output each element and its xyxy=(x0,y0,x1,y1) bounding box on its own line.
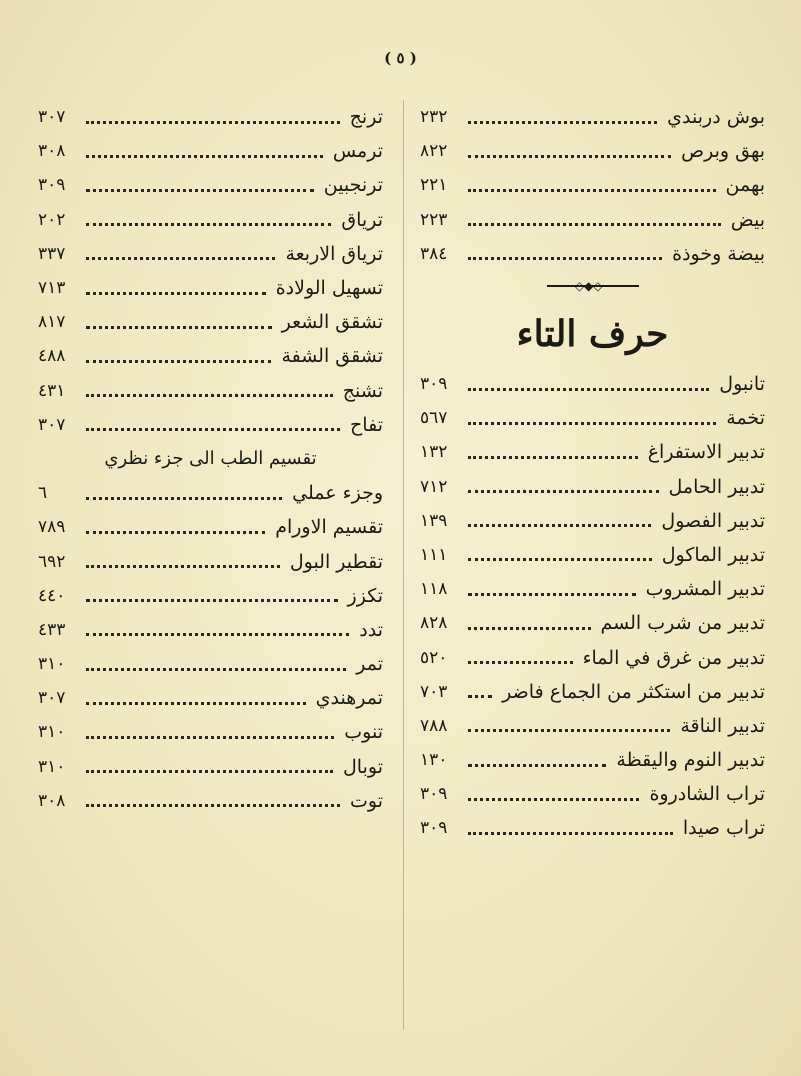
entry-term: تقطير البول xyxy=(289,550,383,573)
dot-leader xyxy=(468,575,636,596)
entry-page-number: ٢٠٢ xyxy=(38,209,66,230)
entry-term: تسهيل الولادة xyxy=(275,277,383,300)
entry-term: بوش دربندي xyxy=(667,106,765,129)
index-note-line xyxy=(38,442,383,476)
index-entry xyxy=(38,305,383,339)
dot-leader xyxy=(468,239,662,260)
page-number: ( ٥ ) xyxy=(384,49,417,67)
entry-page-number: ١١١ xyxy=(420,544,448,565)
dot-leader xyxy=(468,609,591,630)
dot-leader xyxy=(468,540,652,561)
index-entry xyxy=(420,367,765,401)
index-entry xyxy=(38,134,383,168)
dot-leader xyxy=(468,137,671,158)
index-entry xyxy=(420,504,765,538)
index-column-left xyxy=(38,100,383,818)
index-entry xyxy=(38,374,383,408)
entries-left-first xyxy=(38,100,383,442)
page-header xyxy=(0,40,801,69)
entry-page-number: ١٣٩ xyxy=(420,510,448,531)
dot-leader xyxy=(468,780,639,801)
index-entry xyxy=(38,271,383,305)
entry-term: ترنج xyxy=(349,106,383,129)
entry-term: تدبير الفصول xyxy=(661,509,765,532)
section-heading-ta: حرف التاء xyxy=(516,312,669,355)
entry-page-number: ٨١٧ xyxy=(38,312,66,333)
dot-leader xyxy=(468,711,670,732)
entry-page-number: ٣٠٨ xyxy=(38,790,66,811)
dot-leader xyxy=(468,404,716,425)
ornament-line xyxy=(547,278,639,293)
entry-term: تدبير الماكول xyxy=(661,543,765,566)
entry-term: ترياق xyxy=(341,208,383,231)
entry-term: تشقق الشفة xyxy=(281,345,383,368)
entry-page-number: ٣٨٤ xyxy=(420,243,448,264)
index-entry xyxy=(38,681,383,715)
entry-page-number: ٣١٠ xyxy=(38,654,66,675)
index-entry xyxy=(420,675,765,709)
index-entry xyxy=(420,743,765,777)
entry-term: تقسيم الاورام xyxy=(275,516,383,539)
dot-leader xyxy=(86,376,333,397)
entry-page-number: ٨٢٢ xyxy=(420,141,448,162)
entry-term: توت xyxy=(350,789,383,812)
dot-leader xyxy=(86,137,323,158)
entry-term: تنوب xyxy=(344,721,383,744)
index-entry xyxy=(420,401,765,435)
index-entry xyxy=(420,168,765,202)
dot-leader xyxy=(468,472,659,493)
entry-page-number: ٣١٠ xyxy=(38,756,66,777)
index-entry xyxy=(38,510,383,544)
entry-page-number: ٦ xyxy=(38,483,48,504)
entry-page-number: ٣٠٧ xyxy=(38,414,66,435)
entry-page-number: ٥٢٠ xyxy=(420,647,448,668)
entry-term: تفاح xyxy=(350,413,383,436)
entries-ta-section xyxy=(420,367,765,846)
index-entry xyxy=(38,237,383,271)
entry-page-number: ٣٠٩ xyxy=(420,374,448,395)
index-entry xyxy=(38,476,383,510)
entry-page-number: ٧٠٣ xyxy=(420,681,448,702)
entry-page-number: ٢٣٢ xyxy=(420,107,448,128)
entry-term: تدبير من شرب السم xyxy=(600,612,765,635)
entry-page-number: ٥٦٧ xyxy=(420,408,448,429)
entry-page-number: ٣٠٩ xyxy=(420,818,448,839)
entry-page-number: ٤٣٣ xyxy=(38,619,66,640)
entry-page-number: ٣٠٩ xyxy=(420,784,448,805)
index-entry xyxy=(38,100,383,134)
dot-leader xyxy=(468,438,638,459)
dot-leader xyxy=(86,171,314,192)
dot-leader xyxy=(86,342,271,363)
entry-page-number: ٣٠٩ xyxy=(38,175,66,196)
index-entry xyxy=(420,811,765,845)
entry-page-number: ٦٩٢ xyxy=(38,551,66,572)
index-entry xyxy=(420,100,765,134)
dot-leader xyxy=(86,547,280,568)
dot-leader xyxy=(468,171,716,192)
dot-leader xyxy=(86,479,282,500)
index-entry xyxy=(38,613,383,647)
dot-leader xyxy=(86,615,349,636)
dot-leader xyxy=(468,746,606,767)
dot-leader xyxy=(468,103,657,124)
entry-page-number: ١٣٢ xyxy=(420,442,448,463)
dot-leader xyxy=(86,239,275,260)
entry-term: ترياق الاربعة xyxy=(285,242,383,265)
entry-term: تدبير من غرق في الماء xyxy=(582,646,765,669)
dot-leader xyxy=(86,718,334,739)
entry-page-number: ٤٤٠ xyxy=(38,585,66,606)
dot-leader xyxy=(86,752,333,773)
dot-leader xyxy=(468,677,492,698)
dot-leader xyxy=(468,506,651,527)
entry-term: تشقق الشعر xyxy=(281,311,383,334)
entry-term: ترنجبين xyxy=(323,174,383,197)
dot-leader xyxy=(86,786,340,807)
entry-page-number: ٢٢٣ xyxy=(420,209,448,230)
dot-leader xyxy=(86,581,338,602)
entry-page-number: ٨٢٨ xyxy=(420,613,448,634)
index-entry xyxy=(420,203,765,237)
entry-term: تمرهندي xyxy=(315,687,383,710)
entry-page-number: ٢٢١ xyxy=(420,175,448,196)
dot-leader xyxy=(468,370,709,391)
entry-term: تشنج xyxy=(342,379,383,402)
index-entry xyxy=(38,168,383,202)
dot-leader xyxy=(86,684,306,705)
entry-term: بهمن xyxy=(725,174,765,197)
entry-page-number: ٧١٣ xyxy=(38,278,66,299)
entry-term: ترمس xyxy=(332,140,383,163)
entry-term: تمر xyxy=(356,653,383,676)
entry-page-number: ١١٨ xyxy=(420,579,448,600)
index-entry xyxy=(420,538,765,572)
dot-leader xyxy=(468,205,721,226)
entry-term: تخمة xyxy=(726,407,765,430)
index-entry xyxy=(38,784,383,818)
dot-leader xyxy=(86,103,340,124)
index-entry xyxy=(38,339,383,373)
dot-leader xyxy=(86,205,331,226)
entry-page-number: ٤٣١ xyxy=(38,380,66,401)
index-entry xyxy=(420,606,765,640)
entry-page-number: ٣١٠ xyxy=(38,722,66,743)
entry-page-number: ٣٠٨ xyxy=(38,141,66,162)
entry-term: تدبير الاستفراغ xyxy=(647,441,765,464)
entry-term: بيضة وخوذة xyxy=(672,242,765,265)
index-entry xyxy=(420,237,765,271)
index-entry xyxy=(420,777,765,811)
dot-leader xyxy=(86,308,272,329)
index-entry xyxy=(420,640,765,674)
index-column-right xyxy=(420,100,765,846)
entry-term: تدبير من استكثر من الجماع فاضر xyxy=(502,680,765,703)
index-entry xyxy=(420,470,765,504)
entry-term: وجزء عملي xyxy=(292,482,383,505)
index-entry xyxy=(38,647,383,681)
entry-page-number: ٣٠٧ xyxy=(38,107,66,128)
index-entry xyxy=(38,750,383,784)
entry-page-number: ٣٣٧ xyxy=(38,243,66,264)
dot-leader xyxy=(468,814,673,835)
index-entry xyxy=(420,435,765,469)
entry-page-number: ٧١٢ xyxy=(420,476,448,497)
index-entry xyxy=(38,203,383,237)
index-entry xyxy=(420,572,765,606)
column-divider xyxy=(403,100,404,1030)
index-entry xyxy=(38,715,383,749)
entry-term: توبال xyxy=(343,755,383,778)
entry-page-number: ٣٠٧ xyxy=(38,688,66,709)
index-entry xyxy=(420,709,765,743)
entry-term: تراب صيدا xyxy=(682,817,765,840)
entry-term: تدبير المشروب xyxy=(645,578,765,601)
entry-term: تدد xyxy=(359,618,383,641)
index-entry xyxy=(38,579,383,613)
entry-term: تدبير الحامل xyxy=(668,475,765,498)
dot-leader xyxy=(86,513,265,534)
index-entry xyxy=(38,544,383,578)
entry-term: تكزز xyxy=(347,584,383,607)
entry-term: بهق وبرص xyxy=(681,140,765,163)
entry-term: تدبير النوم واليقظة xyxy=(616,749,765,772)
index-entry xyxy=(38,408,383,442)
section-ornament xyxy=(420,271,765,301)
entry-page-number: ١٣٠ xyxy=(420,750,448,771)
dot-leader xyxy=(86,410,340,431)
ornament-glyph: ◇◆◇ xyxy=(574,278,603,293)
note-term: تقسيم الطب الى جزء نظري xyxy=(104,448,317,470)
entry-page-number: ٧٨٩ xyxy=(38,517,66,538)
entry-page-number: ٧٨٨ xyxy=(420,715,448,736)
dot-leader xyxy=(86,650,346,671)
entries-left-second xyxy=(38,476,383,818)
entries-ba-section xyxy=(420,100,765,271)
entry-page-number: ٤٨٨ xyxy=(38,346,66,367)
entry-term: تراب الشادروة xyxy=(649,783,765,806)
entry-term: تانبول xyxy=(719,373,765,396)
dot-leader xyxy=(468,643,573,664)
dot-leader xyxy=(86,274,266,295)
entry-term: بيض xyxy=(730,208,765,231)
entry-term: تدبير الناقة xyxy=(680,714,765,737)
index-entry xyxy=(420,134,765,168)
